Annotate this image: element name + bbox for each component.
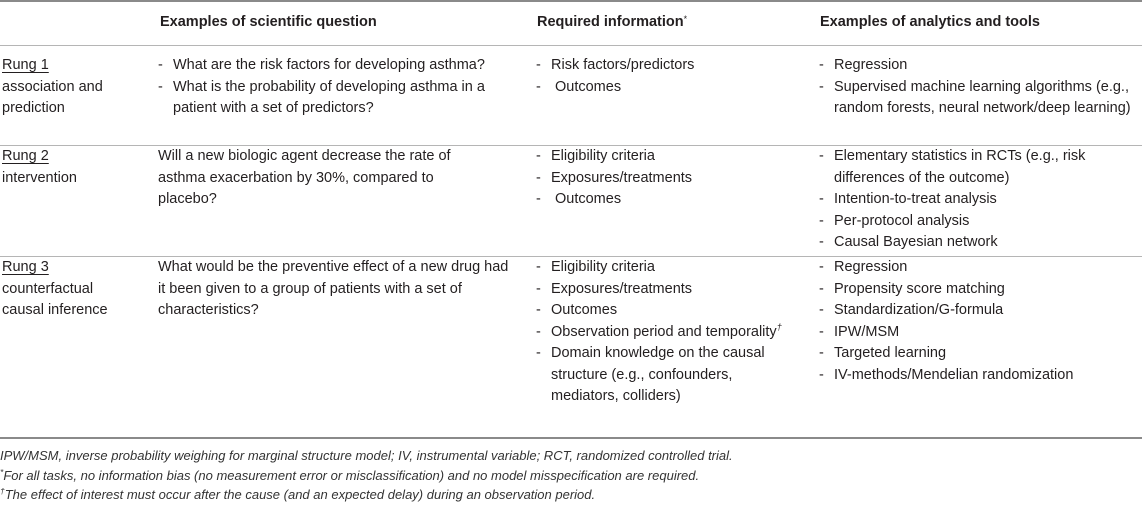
- footnote-dagger-mark: †: [0, 486, 5, 496]
- rung-1-link[interactable]: Rung 1: [2, 57, 49, 73]
- footnote-star: [0, 466, 1142, 486]
- row-1-info-cell: [536, 55, 796, 98]
- row-1-question-cell: [158, 55, 510, 120]
- list-item: - Supervised machine learning algorithms (e.g., random forests, neural network/deep learning): [819, 77, 1137, 120]
- row-2-tools-cell: [819, 146, 1137, 254]
- list-item: [536, 322, 798, 344]
- list-item: - What is the probability of developing asthma in a patient with a set of predictors?: [158, 77, 510, 120]
- row-2-info-cell: [536, 146, 796, 211]
- rung-3-link[interactable]: Rung 3: [2, 259, 49, 275]
- list-item: - IPW/MSM: [819, 322, 1137, 344]
- table-top-rule: [0, 0, 1142, 2]
- list-item: - Per-protocol analysis: [819, 211, 1137, 233]
- row-2-question-cell: Will a new biologic agent decrease the rate of asthma exacerbation by 30%, compared to placebo?: [158, 148, 451, 207]
- list-item: - Eligibility criteria: [536, 257, 798, 279]
- column-header-question: Examples of scientific question: [160, 14, 377, 30]
- column-header-info-mark: *: [683, 14, 688, 24]
- rung-1-desc-line-2: prediction: [2, 100, 65, 116]
- table-footnotes: [0, 446, 1142, 505]
- header-rule: [0, 45, 1142, 46]
- rung-2-desc-line-1: intervention: [2, 169, 77, 186]
- list-item: - What are the risk factors for developing asthma?: [158, 55, 510, 77]
- list-item: - Exposures/treatments: [536, 168, 796, 190]
- row-2-rung-cell: [2, 146, 152, 189]
- list-item: - Outcomes: [536, 77, 796, 99]
- footnote-dagger: [0, 485, 1142, 505]
- list-item: - Outcomes: [536, 189, 796, 211]
- row-3-rung-cell: [2, 257, 152, 322]
- list-item: - Outcomes: [536, 300, 798, 322]
- rung-2-link[interactable]: Rung 2: [2, 148, 49, 164]
- footnote-dagger-text: The effect of interest must occur after the cause (and an expected delay) during an observation period.: [4, 487, 596, 502]
- rung-3-desc-line-1: counterfactual: [2, 280, 94, 297]
- table-bottom-rule: [0, 437, 1142, 439]
- footnote-star-text: For all tasks, no information bias (no measurement error or misclassification) and no model misspecification are required.: [3, 467, 700, 483]
- column-header-info-label: Required information: [537, 14, 684, 30]
- list-item: - Propensity score matching: [819, 279, 1137, 301]
- rung-3-desc-line-2: causal inference: [2, 302, 108, 318]
- list-item: - Intention-to-treat analysis: [819, 189, 1137, 211]
- column-header-info: [537, 12, 687, 32]
- row-1-tools-cell: [819, 55, 1137, 120]
- row-3-info-cell: [536, 257, 798, 408]
- list-item: - Regression: [819, 257, 1137, 279]
- list-item: - Elementary statistics in RCTs (e.g., risk differences of the outcome): [819, 146, 1137, 189]
- row-1-rung-cell: [2, 55, 152, 120]
- column-header-tools: Examples of analytics and tools: [820, 14, 1040, 30]
- list-item: - Eligibility criteria: [536, 146, 796, 168]
- list-item: - Targeted learning: [819, 343, 1137, 365]
- temporality-text: Observation period and temporality: [551, 323, 777, 340]
- list-item: - Standardization/G-formula: [819, 300, 1137, 322]
- list-item: - Exposures/treatments: [536, 279, 798, 301]
- footnote-abbreviations: IPW/MSM, inverse probability weighing for marginal structure model; IV, instrumental variable; RCT, randomized controlled trial.: [0, 448, 733, 463]
- rung-1-desc-line-1: association and: [2, 78, 103, 95]
- list-item: - Causal Bayesian network: [819, 232, 1137, 254]
- list-item: - Domain knowledge on the causal structure (e.g., confounders, mediators, colliders): [536, 343, 798, 408]
- row-3-tools-cell: [819, 257, 1137, 386]
- dagger-mark: †: [776, 321, 782, 332]
- row-3-question-cell: What would be the preventive effect of a new drug had it been given to a group of patients with a set of characteristics?: [158, 259, 509, 318]
- footnote-star-mark: *: [0, 466, 4, 477]
- list-item: - Regression: [819, 55, 1137, 77]
- list-item: - IV-methods/Mendelian randomization: [819, 365, 1137, 387]
- list-item: - Risk factors/predictors: [536, 55, 796, 77]
